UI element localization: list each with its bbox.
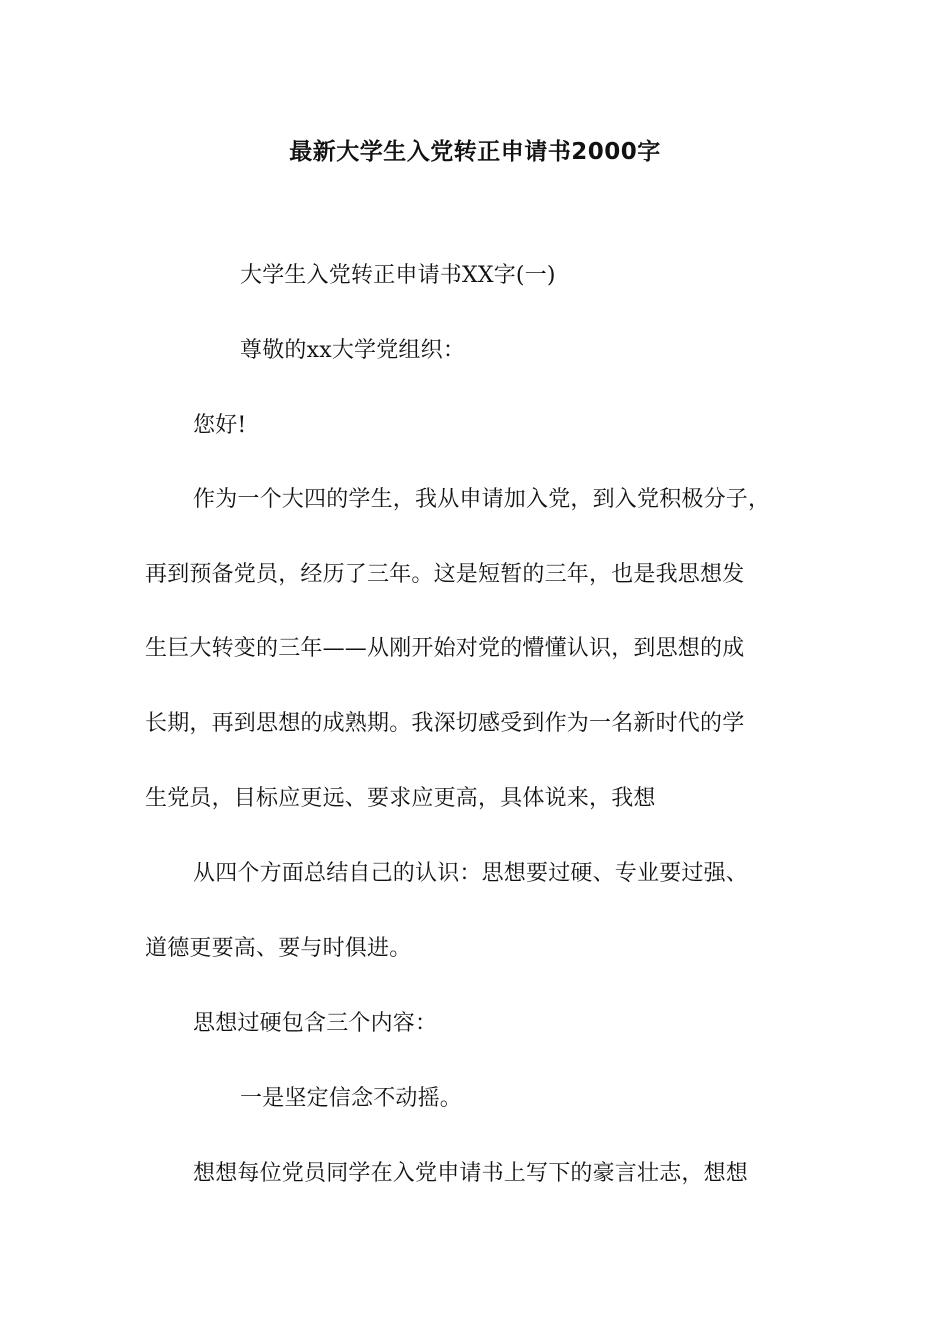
body-line: 一是坚定信念不动摇。 <box>240 1086 463 1111</box>
body-line: 从四个方面总结自己的认识：思想要过硬、专业要过强、 <box>193 861 749 886</box>
document-title: 最新大学生入党转正申请书2000字 <box>289 139 661 165</box>
body-line: 长期，再到思想的成熟期。我深切感受到作为一名新时代的学 <box>145 711 745 736</box>
body-line: 道德更要高、要与时俱进。 <box>145 936 412 961</box>
body-line: 作为一个大四的学生，我从申请加入党，到入党积极分子， <box>193 487 771 512</box>
salutation: 尊敬的xx大学党组织： <box>240 338 466 363</box>
body-line: 再到预备党员，经历了三年。这是短暂的三年，也是我思想发 <box>145 562 745 587</box>
body-line: 生党员，目标应更远、要求应更高，具体说来，我想 <box>145 786 656 811</box>
body-line: 思想过硬包含三个内容： <box>193 1011 438 1036</box>
section-heading: 大学生入党转正申请书XX字(一) <box>240 263 556 288</box>
body-line: 想想每位党员同学在入党申请书上写下的豪言壮志，想想 <box>193 1161 749 1186</box>
body-line: 生巨大转变的三年——从刚开始对党的懵懂认识，到思想的成 <box>145 636 745 661</box>
greeting: 您好! <box>193 413 247 438</box>
